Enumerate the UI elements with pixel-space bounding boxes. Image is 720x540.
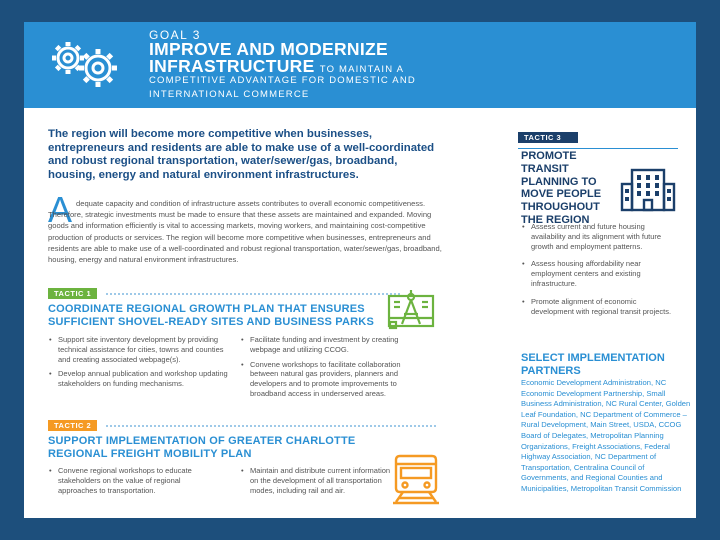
goal-subtitle: COMPETITIVE ADVANTAGE FOR DOMESTIC AND INTERNATIONAL COMMERCE <box>149 75 416 100</box>
train-icon <box>390 452 442 506</box>
list-item: • Maintain and distribute current information on the development of all transportation modes, including rail and air. <box>240 466 400 495</box>
drop-cap: A <box>48 189 73 230</box>
goal-title <box>149 41 404 78</box>
list-item: • Facilitate funding and investment by creating webpage and utilizing CCOG. <box>240 335 430 355</box>
goal-title-line2: INFRASTRUCTURE <box>149 56 315 76</box>
goal-title-line1: IMPROVE AND MODERNIZE <box>149 39 388 59</box>
goal-title-inline: TO MAINTAIN A <box>319 64 405 75</box>
goal-label: GOAL 3 <box>149 28 201 42</box>
list-item: • Develop annual publication and workshop updating stakeholders on funding mechanisms. <box>48 369 238 389</box>
list-item: • Support site inventory development by providing technical assistance for cities, towns and counties and creating associated webpage(s). <box>48 335 238 364</box>
list-item: • Promote alignment of economic development with regional transit projects. <box>521 297 681 317</box>
blueprint-compass-icon <box>386 288 436 332</box>
tactic2-left-list <box>48 466 218 500</box>
tactic1-left-list <box>48 335 238 394</box>
goal-header <box>24 22 696 108</box>
tactic2-title: SUPPORT IMPLEMENTATION OF GREATER CHARLOTTE REGIONAL FREIGHT MOBILITY PLAN <box>48 435 356 460</box>
intro-paragraph: dequate capacity and condition of infrastructure assets contributes to overall economic competitiveness. Therefore, strategic investments must be made to ensure that these assets are maintained and expanded. Moving goods and information efficiently is vital to accessing markets, moving workers, and maintaining cost-competitive production of products or services. The region will become more competitive when businesses, entrepreneurs and residents are able to make use of a well-coordinated and robust regional transportation, water/sewer/gas, broadband, housing, energy and natural environment infrastructures. <box>48 199 442 265</box>
list-item: • Convene workshops to facilitate collaboration between natural gas providers, planners and developers and to promote improvements to broadband access in underserved areas. <box>240 360 430 399</box>
list-item: • Assess current and future housing availability and its alignment with future growth and employment patterns. <box>521 222 681 251</box>
document-page <box>24 22 696 518</box>
tactic3-tag: TACTIC 3 <box>518 132 578 143</box>
tactic1-divider <box>106 293 400 295</box>
tactic1-tag: TACTIC 1 <box>48 288 97 299</box>
gears-icon <box>46 34 126 94</box>
tactic2-right-list <box>240 466 400 500</box>
building-icon <box>618 166 678 212</box>
tactic1-title: COORDINATE REGIONAL GROWTH PLAN THAT ENSURES SUFFICIENT SHOVEL-READY SITES AND BUSINESS PARKS <box>48 303 374 328</box>
list-item: • Assess housing affordability near employment centers and existing infrastructure. <box>521 259 681 288</box>
list-item: • Convene regional workshops to educate stakeholders on the value of regional approaches to transportation. <box>48 466 218 495</box>
tactic3-rule <box>518 148 678 149</box>
implementation-partners: Economic Development Administration, NC Economic Development Partnership, Small Business Administration, NC Rural Center, Golden Leaf Foundation, NC Department of Commerce – Rural Development, Main Street, USDA, CCOG Board of Delegates, Metropolitan Planning Organizations, Freight Associations, Federal Highway Association, NC Department of Transportation, Centralina Council of Governments, and Regional Counties and Municipalities, Metropolitan Transit Commission <box>521 378 691 493</box>
tactic2-divider <box>106 425 436 427</box>
tactic2-tag: TACTIC 2 <box>48 420 97 431</box>
implementation-title: SELECT IMPLEMENTATION PARTNERS <box>521 352 665 377</box>
tactic3-list <box>521 222 681 321</box>
lead-paragraph: The region will become more competitive when businesses, entrepreneurs and residents are able to make use of a well-coordinated and robust regional transportation, water/sewer/gas, broadband, housing, energy and natural environment infrastructures. <box>48 128 435 181</box>
tactic1-right-list <box>240 335 430 404</box>
tactic3-title: PROMOTE TRANSIT PLANNING TO MOVE PEOPLE THROUGHOUT THE REGION <box>521 150 602 226</box>
